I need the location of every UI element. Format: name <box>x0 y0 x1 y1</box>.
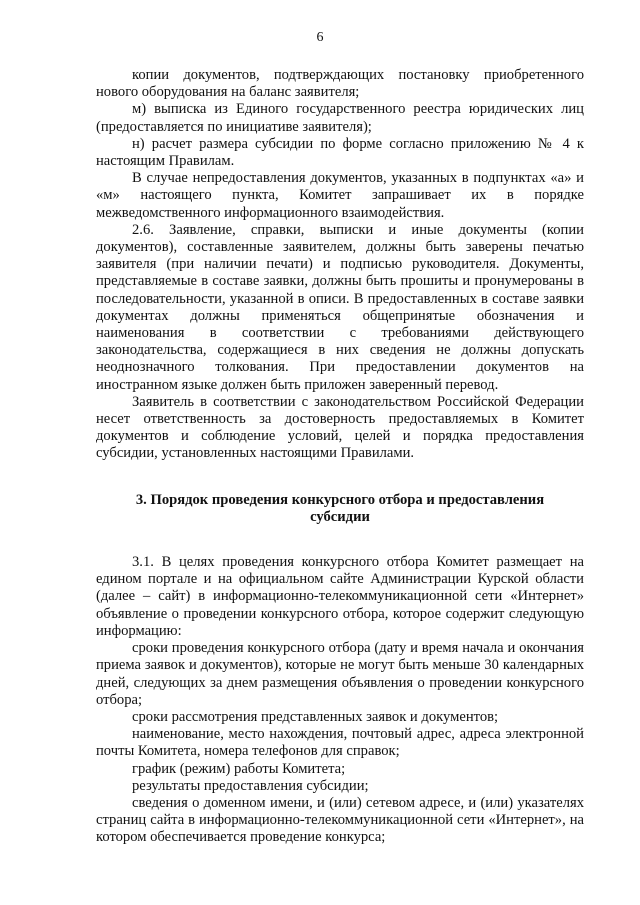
list-item-review-terms: сроки рассмотрения представленных заявок и документов; <box>132 708 499 725</box>
section-heading <box>96 492 584 526</box>
paragraph-applicant-responsibility: Заявитель в соответствии с законодательством Российской Федерации несет ответственность за достоверность предоставляемых в Комитет документов и соблюдение условий, целей и порядка предоставления субсидии, установленных настоящими Правилами. <box>96 393 584 462</box>
list-item-results: результаты предоставления субсидии; <box>132 777 369 794</box>
list-item-schedule: график (режим) работы Комитета; <box>132 760 346 777</box>
section-heading-line-2: субсидии <box>310 508 370 525</box>
paragraph-equipment-copies: копии документов, подтверждающих постановку приобретенного нового оборудования на баланс заявителя; <box>96 67 584 101</box>
list-item-deadlines: сроки проведения конкурсного отбора (дату и время начала и окончания приема заявок и документов), которые не могут быть меньше 30 календарных дней, следующих за днем размещения объявления о проведении конкурсного отбора; <box>96 640 584 708</box>
list-item-domain-info: сведения о доменном имени, и (или) сетевом адресе, и (или) указателях страниц сайта в информационно-телекоммуникационной сети «Интернет», на котором обеспечивается проведение конкурса; <box>96 794 584 846</box>
paragraph-item-n: н) расчет размера субсидии по форме согласно приложению № 4 к настоящим Правилам. <box>96 135 584 170</box>
list-item-contacts: наименование, место нахождения, почтовый адрес, адреса электронной почты Комитета, номера телефонов для справок; <box>96 726 584 760</box>
document-body <box>96 67 584 847</box>
paragraph-interagency-request: В случае непредоставления документов, указанных в подпунктах «а» и «м» настоящего пункта, Комитет запрашивает их в порядке межведомственного информационного взаимодействия. <box>96 170 584 221</box>
section-heading-line-1: 3. Порядок проведения конкурсного отбора и предоставления <box>135 491 545 508</box>
page-number: 6 <box>316 30 324 45</box>
paragraph-item-m: м) выписка из Единого государственного реестра юридических лиц (предоставляется по инициативе заявителя); <box>96 101 584 135</box>
paragraph-3-1: 3.1. В целях проведения конкурсного отбора Комитет размещает на едином портале и на официальном сайте Администрации Курской области (далее – сайт) в информационно-телекоммуникационной сети «Интернет» объявление о проведении конкурсного отбора, которое содержит следующую информацию: <box>96 554 584 639</box>
paragraph-2-6: 2.6. Заявление, справки, выписки и иные документы (копии документов), составленные заявителем, должны быть заверены печатью заявителя (при наличии печати) и подписью руководителя. Документы, представляемые в составе заявки, должны быть прошиты и пронумерованы в последовательности, указанной в описи. В предоставленных в составе заявки документах должны применяться общепринятые обозначения и наименования в соответствии с требованиями действующего законодательства, содержащиеся в них сведения не должны допускать неоднозначного толкования. При предоставлении документов на иностранном языке должен быть приложен заверенный перевод. <box>96 221 584 393</box>
